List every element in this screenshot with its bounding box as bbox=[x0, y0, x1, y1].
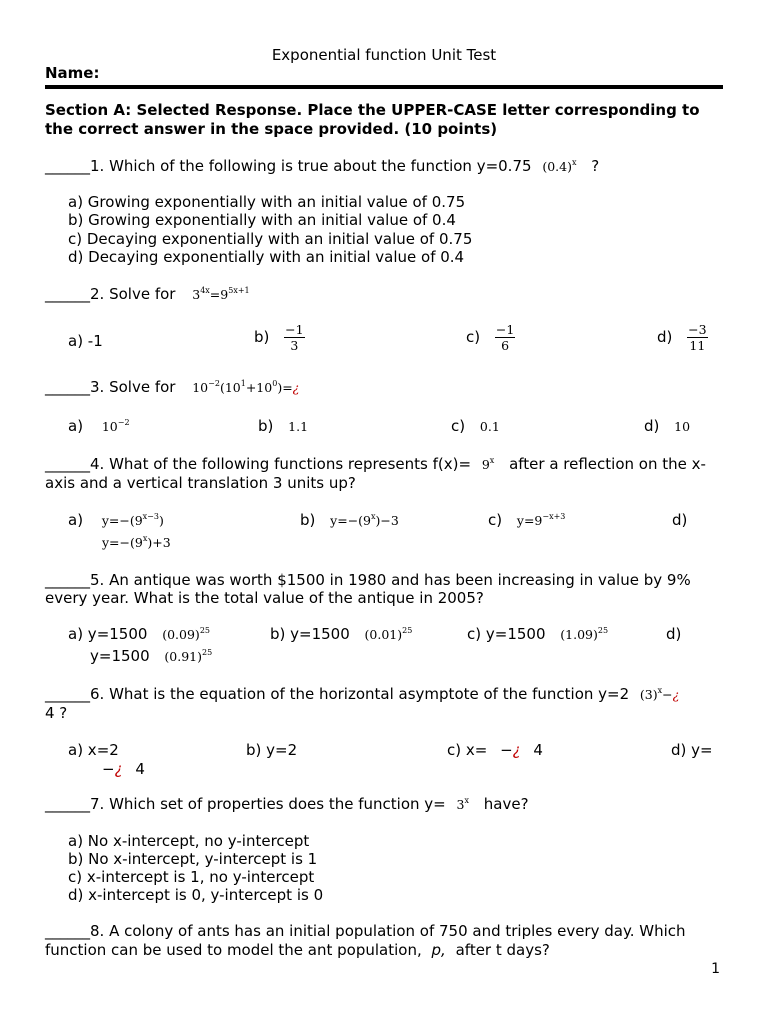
q1-option-c: c) Decaying exponentially with an initial value of 0.75 bbox=[68, 230, 473, 248]
q6-option-d: −¿ 4 bbox=[102, 760, 145, 778]
q7-option-a: a) No x-intercept, no y-intercept bbox=[68, 832, 310, 850]
question-7: ______7. Which set of properties does the function y= 3$^x$ have? bbox=[45, 795, 529, 813]
q6-option-c: c) x= −¿ 4 bbox=[447, 741, 543, 759]
q3-option-a: a) $10^{-2}$ bbox=[68, 417, 130, 435]
q4-option-d-label: d) bbox=[672, 511, 688, 529]
question-text: 1. Which of the following is true about the function y=0.75 bbox=[90, 157, 532, 175]
math-expr: $(0.4)^x$ bbox=[542, 158, 577, 174]
question-text: 3. Solve for bbox=[90, 378, 176, 396]
question-4: ______4. What of the following functions represents f(x)= 9$^x$ after a reflection on the x- bbox=[45, 455, 706, 473]
question-3 bbox=[45, 378, 299, 396]
answer-blank[interactable]: ______ bbox=[45, 157, 90, 175]
q6-option-b: b) y=2 bbox=[246, 741, 298, 759]
q7-option-b: b) No x-intercept, y-intercept is 1 bbox=[68, 850, 318, 868]
question-2 bbox=[45, 285, 250, 303]
question-5 bbox=[45, 571, 691, 589]
q5-option-b: b) y=1500 $(0.01)^{25}$ bbox=[270, 625, 413, 643]
question-8 bbox=[45, 922, 686, 940]
q5-option-a: a) y=1500 $(0.09)^{25}$ bbox=[68, 625, 210, 643]
page-title: Exponential function Unit Test bbox=[271, 46, 497, 64]
q2-option-d: d) $\frac{-3}{11}$ bbox=[657, 322, 707, 353]
q7-option-c: c) x-intercept is 1, no y-intercept bbox=[68, 868, 315, 886]
answer-blank[interactable]: ______ bbox=[45, 685, 90, 703]
q1-option-b: b) Growing exponentially with an initial value of 0.4 bbox=[68, 211, 456, 229]
q7-option-d: d) x-intercept is 0, y-intercept is 0 bbox=[68, 886, 324, 904]
q1-option-a: a) Growing exponentially with an initial value of 0.75 bbox=[68, 193, 466, 211]
q5-option-d: y=1500 $(0.91)^{25}$ bbox=[90, 647, 213, 665]
question-text: 8. A colony of ants has an initial population of 750 and triples every day. Which bbox=[90, 922, 686, 940]
q4-option-b: b) $y=-(9^x)-3$ bbox=[300, 511, 399, 529]
question-8-line2: function can be used to model the ant population, p, after t days? bbox=[45, 941, 550, 959]
q1-option-d: d) Decaying exponentially with an initial value of 0.4 bbox=[68, 248, 465, 266]
q2-option-a: a) -1 bbox=[68, 332, 103, 350]
q4-option-d: $y=-(9^x)+3$ bbox=[102, 534, 171, 550]
math-expr: $10^{-2}(10^1+10^0)=¿$ bbox=[192, 379, 300, 395]
q4-option-a: a) $y=-(9^{x-3})$ bbox=[68, 511, 164, 529]
question-6: ______6. What is the equation of the horizontal asymptote of the function y=2 $(3)^x-¿$ bbox=[45, 685, 680, 703]
q2-option-b: b) $\frac{-1}{3}$ bbox=[254, 322, 304, 353]
question-6-line2: 4 ? bbox=[45, 704, 68, 722]
q3-option-b: b) 1.1 bbox=[258, 417, 309, 435]
name-label: Name: bbox=[45, 64, 100, 82]
question-text: 6. What is the equation of the horizontal asymptote of the function y=2 bbox=[90, 685, 630, 703]
header-divider bbox=[45, 85, 723, 89]
question-text: 2. Solve for bbox=[90, 285, 176, 303]
q3-option-d: d) 10 bbox=[644, 417, 691, 435]
q4-option-c: c) $y=9^{-x+3}$ bbox=[488, 511, 566, 529]
section-instructions-line1: Section A: Selected Response. Place the UPPER-CASE letter corresponding to bbox=[45, 101, 700, 119]
q5-option-c: c) y=1500 $(1.09)^{25}$ bbox=[467, 625, 609, 643]
answer-blank[interactable]: ______ bbox=[45, 571, 90, 589]
answer-blank[interactable]: ______ bbox=[45, 922, 90, 940]
q2-option-c: c) $\frac{-1}{6}$ bbox=[466, 322, 515, 353]
answer-blank[interactable]: ______ bbox=[45, 455, 90, 473]
q6-option-a: a) x=2 bbox=[68, 741, 119, 759]
answer-blank[interactable]: ______ bbox=[45, 378, 90, 396]
q5-option-d-label: d) bbox=[666, 625, 682, 643]
math-expr: $3^{4x}=9^{5x+1}$ bbox=[192, 286, 250, 302]
question-text: 7. Which set of properties does the function y= bbox=[90, 795, 446, 813]
q6-option-d-label: d) y= bbox=[671, 741, 713, 759]
question-5-line2: every year. What is the total value of the antique in 2005? bbox=[45, 589, 484, 607]
answer-blank[interactable]: ______ bbox=[45, 795, 90, 813]
question-1: ______1. Which of the following is true about the function y=0.75 $(0.4)^x$ ? bbox=[45, 157, 600, 175]
question-text: 5. An antique was worth $1500 in 1980 and has been increasing in value by 9% bbox=[90, 571, 691, 589]
question-4-line2: axis and a vertical translation 3 units up? bbox=[45, 474, 356, 492]
question-text: 4. What of the following functions represents f(x)= bbox=[90, 455, 472, 473]
section-instructions-line2: the correct answer in the space provided. (10 points) bbox=[45, 120, 498, 138]
q3-option-c: c) 0.1 bbox=[451, 417, 500, 435]
answer-blank[interactable]: ______ bbox=[45, 285, 90, 303]
page-number: 1 bbox=[711, 961, 720, 977]
